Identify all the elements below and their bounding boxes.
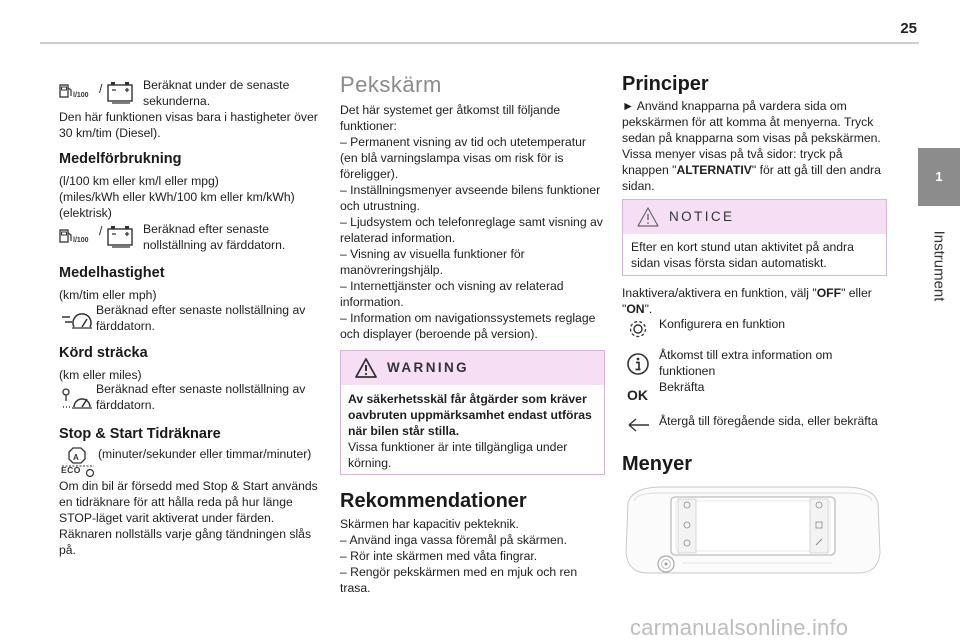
item-confirm: Bekräfta xyxy=(659,380,705,394)
stop-start-body: Om din bil är försedd med Stop & Start används en tidräknare för att hålla reda på hur länge STOP-läget varit aktiverat under färden. Räknaren nollställs varje gång tändningen slås på. xyxy=(59,479,318,557)
section-title-avg-speed: Medelhastighet xyxy=(59,265,165,281)
section-title-stop-start: Stop & Start Tidräknare xyxy=(59,426,221,442)
avg-consumption-description: Beräknad efter senaste nollställning av färddatorn. xyxy=(143,222,286,252)
chapter-label: Instrument xyxy=(930,230,948,302)
ok-icon: OK xyxy=(627,387,648,403)
section-title-menus: Menyer xyxy=(622,453,693,475)
intro-description: Beräknat under de senaste sekunderna. xyxy=(143,78,290,108)
distance-units: (km eller miles) xyxy=(59,368,142,382)
section-title-principles: Principer xyxy=(622,73,709,95)
battery-icon xyxy=(106,80,136,104)
svg-text:A: A xyxy=(73,453,79,462)
warning-box xyxy=(340,350,605,475)
fuel-consumption-icon xyxy=(59,83,93,101)
gear-icon xyxy=(627,318,649,340)
header-divider xyxy=(40,42,919,44)
item-back: Återgå till föregående sida, eller bekräfta xyxy=(659,414,878,428)
svg-text:l/100: l/100 xyxy=(73,237,89,244)
warning-title: WARNING xyxy=(387,360,470,375)
item-info: Åtkomst till extra information om funktionen xyxy=(659,348,833,378)
slash-separator: / xyxy=(99,82,103,96)
section-title-avg-consumption: Medelförbrukning xyxy=(59,151,182,167)
warning-text: Vissa funktioner är inte tillgängliga under körning. xyxy=(348,440,568,470)
info-icon xyxy=(626,352,650,376)
warning-bold-text: Av säkerhetsskäl får åtgärder som kräver oavbruten uppmärksamhet endast utföras när bilen står stilla. xyxy=(348,392,592,438)
distance-description: Beräknad efter senaste nollställning av färddatorn. xyxy=(96,382,306,412)
svg-text:l/100: l/100 xyxy=(73,92,89,99)
section-title-recommendations: Rekommendationer xyxy=(340,490,527,512)
section-title-distance: Körd sträcka xyxy=(59,345,148,361)
distance-icon xyxy=(60,387,94,411)
principles-body: ► Använd knapparna på vardera sida om pekskärmen för att komma åt menyerna. Tryck sedan på knapparna som visas på pekskärmen. Vissa menyer visas på två sidor: tryck på knappen "ALTERNATIV" för att gå till den andra sidan. xyxy=(622,99,881,193)
stop-start-description: (minuter/sekunder eller timmar/minuter) xyxy=(98,447,312,461)
back-arrow-icon xyxy=(626,416,652,434)
item-configure: Konfigurera en funktion xyxy=(659,317,786,331)
slash-separator: / xyxy=(99,224,103,238)
avg-consumption-units: (l/100 km eller km/l eller mpg) (miles/kWh eller kWh/100 km eller km/kWh) (elektrisk) xyxy=(59,174,295,220)
battery-icon xyxy=(106,224,136,248)
notice-text: Efter en kort stund utan aktivitet på andra sidan visas första sidan automatiskt. xyxy=(631,240,854,270)
toggle-instruction: Inaktivera/aktivera en funktion, välj "OFF" eller "ON". xyxy=(622,286,872,316)
eco-label: ECO xyxy=(61,465,81,475)
avg-speed-icon xyxy=(60,309,94,329)
fuel-consumption-icon xyxy=(59,228,93,246)
notice-title: NOTICE xyxy=(669,209,735,224)
warning-icon xyxy=(354,357,378,379)
page-number: 25 xyxy=(900,20,917,37)
recommendations-body: Skärmen har kapacitiv pekteknik. – Använd inga vassa föremål på skärmen. – Rör inte skärmen med våta fingrar. – Rengör pekskärmen med en mjuk och ren trasa. xyxy=(340,517,578,595)
intro-note: Den här funktionen visas bara i hastigheter över 30 km/tim (Diesel). xyxy=(59,110,318,140)
watermark: carmanualsonline.info xyxy=(630,615,849,640)
notice-icon xyxy=(636,206,660,228)
touchscreen-illustration xyxy=(622,483,884,584)
notice-box xyxy=(622,199,887,276)
touchscreen-body: Det här systemet ger åtkomst till följande funktioner: – Permanent visning av tid och utetemperatur (en blå varningslampa visas om risk för is föreligger). – Inställningsmenyer avseende bilens funktioner och utrustning. – Ljudsystem och telefonreglage samt visning av relaterad information. – Visning av visuella funktioner för manövreringshjälp. – Internettjänster och visning av relaterad information. – Information om navigationssystemets reglage och displayer (beroende på version). xyxy=(340,103,603,341)
section-title-touchscreen: Pekskärm xyxy=(340,72,442,97)
avg-speed-description: Beräknad efter senaste nollställning av färddatorn. xyxy=(96,303,306,333)
avg-speed-units: (km/tim eller mph) xyxy=(59,288,157,302)
chapter-tab[interactable]: 1 xyxy=(918,148,960,206)
